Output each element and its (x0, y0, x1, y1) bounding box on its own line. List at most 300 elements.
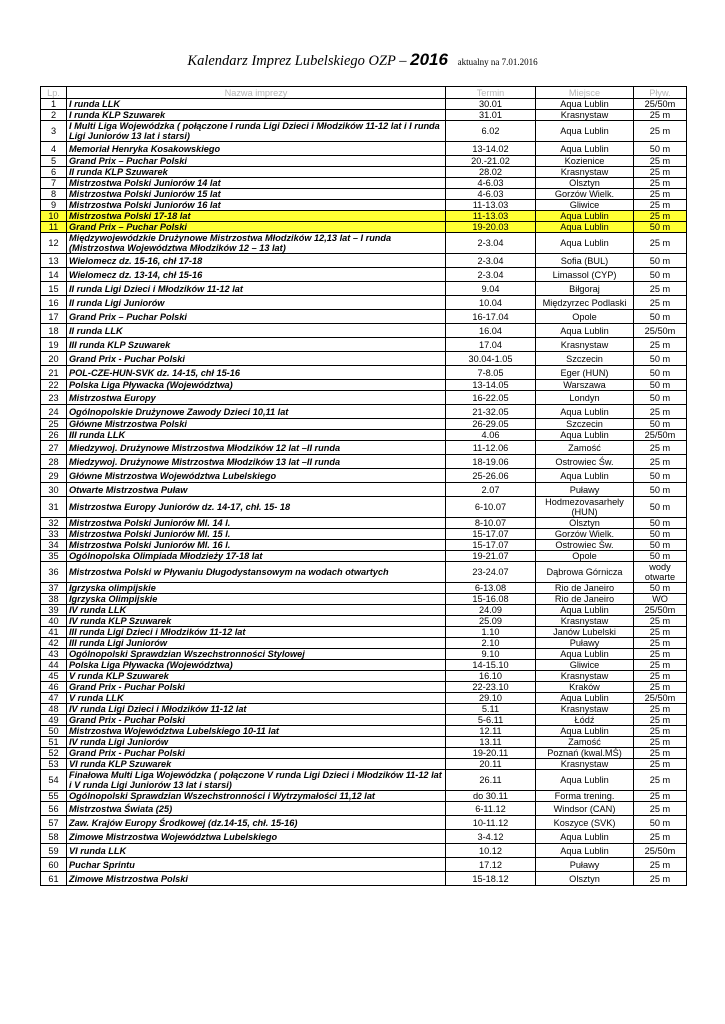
cell-place: Puławy (536, 483, 634, 497)
table-row (41, 483, 687, 497)
cell-pool: 25 m (634, 441, 687, 455)
table-row (41, 605, 687, 616)
cell-term: 9.04 (446, 282, 536, 296)
table-row (41, 802, 687, 816)
cell-term: 19-20.11 (446, 748, 536, 759)
table-row (41, 858, 687, 872)
cell-name: V runda LLK (67, 693, 446, 704)
cell-place: Puławy (536, 638, 634, 649)
table-row (41, 770, 687, 791)
cell-place: Gorzów Wielk. (536, 529, 634, 540)
cell-lp: 14 (41, 268, 67, 282)
events-table (40, 86, 687, 886)
cell-term: 26-29.05 (446, 419, 536, 430)
cell-place: Krasnystaw (536, 704, 634, 715)
cell-pool: 50 m (634, 352, 687, 366)
cell-place: Aqua Lublin (536, 469, 634, 483)
cell-place: Aqua Lublin (536, 605, 634, 616)
cell-term: 23-24.07 (446, 562, 536, 583)
title-year: 2016 (410, 50, 448, 69)
cell-place: Łódź (536, 715, 634, 726)
cell-name: Główne Mistrzostwa Województwa Lubelskiego (67, 469, 446, 483)
cell-pool: 25 m (634, 167, 687, 178)
table-row (41, 310, 687, 324)
cell-place: Sofia (BUL) (536, 254, 634, 268)
title-text: Kalendarz Imprez Lubelskiego OZP – (187, 53, 407, 69)
cell-term: 25-26.06 (446, 469, 536, 483)
cell-term: 15-17.07 (446, 529, 536, 540)
table-row (41, 872, 687, 886)
cell-name: Międzywojewódzkie Drużynowe Mistrzostwa Młodzików 12,13 lat – I runda (Mistrzostwa Województwa Młodzików 12 – 13 lat) (67, 233, 446, 254)
table-row (41, 282, 687, 296)
cell-place: Krasnystaw (536, 338, 634, 352)
table-row (41, 366, 687, 380)
cell-pool: 25 m (634, 455, 687, 469)
cell-pool: 50 m (634, 310, 687, 324)
cell-pool: 25 m (634, 858, 687, 872)
cell-term: 6-13.08 (446, 583, 536, 594)
cell-lp: 46 (41, 682, 67, 693)
cell-lp: 22 (41, 380, 67, 391)
cell-term: 14-15.10 (446, 660, 536, 671)
cell-term: 18-19.06 (446, 455, 536, 469)
cell-lp: 5 (41, 156, 67, 167)
cell-place: Aqua Lublin (536, 99, 634, 110)
cell-pool: 25 m (634, 616, 687, 627)
cell-name: Memoriał Henryka Kosakowskiego (67, 142, 446, 156)
cell-term: 10-11.12 (446, 816, 536, 830)
cell-lp: 41 (41, 627, 67, 638)
cell-term: 13.11 (446, 737, 536, 748)
cell-name: IV runda Ligi Dzieci i Młodzików 11-12 lat (67, 704, 446, 715)
cell-place: Aqua Lublin (536, 430, 634, 441)
cell-term: 11-13.03 (446, 211, 536, 222)
cell-term: 2-3.04 (446, 268, 536, 282)
cell-lp: 13 (41, 254, 67, 268)
cell-term: 4-6.03 (446, 189, 536, 200)
col-header-pool: Pływ. (634, 87, 687, 99)
cell-pool: 50 m (634, 483, 687, 497)
cell-name: Mistrzostwa Polski Juniorów 15 lat (67, 189, 446, 200)
cell-pool: 25 m (634, 704, 687, 715)
cell-name: Zimowe Mistrzostwa Województwa Lubelskiego (67, 830, 446, 844)
cell-pool: 25 m (634, 211, 687, 222)
cell-place: Zamość (536, 441, 634, 455)
cell-pool: 25 m (634, 178, 687, 189)
cell-term: 10.12 (446, 844, 536, 858)
cell-place: Aqua Lublin (536, 770, 634, 791)
cell-term: 19-21.07 (446, 551, 536, 562)
cell-name: Ogólnopolska Olimpiada Młodzieży 17-18 lat (67, 551, 446, 562)
cell-pool: 50 m (634, 551, 687, 562)
cell-lp: 18 (41, 324, 67, 338)
cell-lp: 20 (41, 352, 67, 366)
table-row (41, 540, 687, 551)
table-row (41, 156, 687, 167)
cell-name: V runda KLP Szuwarek (67, 671, 446, 682)
cell-lp: 36 (41, 562, 67, 583)
table-row (41, 551, 687, 562)
cell-place: Limassol (CYP) (536, 268, 634, 282)
table-row (41, 638, 687, 649)
cell-pool: 50 m (634, 268, 687, 282)
cell-pool: 25 m (634, 282, 687, 296)
cell-place: Krasnystaw (536, 110, 634, 121)
table-row (41, 189, 687, 200)
cell-lp: 54 (41, 770, 67, 791)
cell-lp: 31 (41, 497, 67, 518)
table-row (41, 693, 687, 704)
cell-pool: 25 m (634, 638, 687, 649)
cell-name: IV runda KLP Szuwarek (67, 616, 446, 627)
cell-place: Olsztyn (536, 518, 634, 529)
table-row (41, 562, 687, 583)
cell-name: II runda LLK (67, 324, 446, 338)
table-row (41, 211, 687, 222)
cell-name: Grand Prix – Puchar Polski (67, 222, 446, 233)
cell-pool: 25 m (634, 715, 687, 726)
col-header-term: Termin (446, 87, 536, 99)
cell-term: 6-10.07 (446, 497, 536, 518)
cell-name: III runda Ligi Juniorów (67, 638, 446, 649)
table-row (41, 830, 687, 844)
cell-place: Dąbrowa Górnicza (536, 562, 634, 583)
cell-pool: 50 m (634, 419, 687, 430)
cell-name: Grand Prix – Puchar Polski (67, 310, 446, 324)
cell-place: Szczecin (536, 352, 634, 366)
table-row (41, 469, 687, 483)
table-row (41, 99, 687, 110)
cell-place: Kozienice (536, 156, 634, 167)
cell-place: Krasnystaw (536, 167, 634, 178)
cell-term: 22-23.10 (446, 682, 536, 693)
cell-lp: 21 (41, 366, 67, 380)
cell-lp: 49 (41, 715, 67, 726)
cell-lp: 25 (41, 419, 67, 430)
cell-place: Rio de Janeiro (536, 594, 634, 605)
table-row (41, 497, 687, 518)
cell-name: Puchar Sprintu (67, 858, 446, 872)
cell-place: Aqua Lublin (536, 405, 634, 419)
cell-term: 25.09 (446, 616, 536, 627)
cell-lp: 2 (41, 110, 67, 121)
table-row (41, 268, 687, 282)
cell-place: Opole (536, 551, 634, 562)
cell-term: 21-32.05 (446, 405, 536, 419)
cell-term: 9.10 (446, 649, 536, 660)
table-row (41, 518, 687, 529)
cell-pool: wody otwarte (634, 562, 687, 583)
cell-lp: 17 (41, 310, 67, 324)
cell-pool: 50 m (634, 816, 687, 830)
cell-term: 7-8.05 (446, 366, 536, 380)
table-row (41, 142, 687, 156)
cell-lp: 8 (41, 189, 67, 200)
table-row (41, 441, 687, 455)
cell-term: 2.07 (446, 483, 536, 497)
cell-name: Zimowe Mistrzostwa Polski (67, 872, 446, 886)
cell-name: I Multi Liga Wojewódzka ( połączone I runda Ligi Dzieci i Młodzików 11-12 lat i I runda Ligi Juniorów 13 lat i starsi) (67, 121, 446, 142)
cell-name: Zaw. Krajów Europy Środkowej (dz.14-15, chł. 15-16) (67, 816, 446, 830)
cell-place: Aqua Lublin (536, 844, 634, 858)
cell-name: Ogólnopolski Sprawdzian Wszechstronności Stylowej (67, 649, 446, 660)
cell-term: 11-13.03 (446, 200, 536, 211)
table-row (41, 737, 687, 748)
cell-name: Mistrzostwa Polski Juniorów Ml. 16 l. (67, 540, 446, 551)
cell-name: Polska Liga Pływacka (Województwa) (67, 660, 446, 671)
cell-place: Aqua Lublin (536, 693, 634, 704)
cell-place: Koszyce (SVK) (536, 816, 634, 830)
cell-lp: 48 (41, 704, 67, 715)
cell-lp: 58 (41, 830, 67, 844)
cell-name: Grand Prix - Puchar Polski (67, 682, 446, 693)
cell-pool: 25/50m (634, 605, 687, 616)
cell-term: 2.10 (446, 638, 536, 649)
table-row (41, 627, 687, 638)
cell-name: Mistrzostwa Polski 17-18 lat (67, 211, 446, 222)
cell-place: Aqua Lublin (536, 142, 634, 156)
cell-lp: 35 (41, 551, 67, 562)
cell-term: 31.01 (446, 110, 536, 121)
cell-place: Zamość (536, 737, 634, 748)
cell-pool: 25 m (634, 759, 687, 770)
cell-pool: 50 m (634, 529, 687, 540)
table-row (41, 296, 687, 310)
cell-lp: 6 (41, 167, 67, 178)
table-row (41, 233, 687, 254)
cell-place: Aqua Lublin (536, 726, 634, 737)
table-row (41, 671, 687, 682)
cell-term: 15-17.07 (446, 540, 536, 551)
cell-term: 17.12 (446, 858, 536, 872)
cell-place: Aqua Lublin (536, 233, 634, 254)
cell-lp: 34 (41, 540, 67, 551)
cell-name: III runda LLK (67, 430, 446, 441)
cell-name: Grand Prix – Puchar Polski (67, 156, 446, 167)
cell-term: 13-14.05 (446, 380, 536, 391)
cell-place: Opole (536, 310, 634, 324)
cell-name: Grand Prix - Puchar Polski (67, 352, 446, 366)
cell-place: Warszawa (536, 380, 634, 391)
cell-place: Krasnystaw (536, 671, 634, 682)
cell-lp: 27 (41, 441, 67, 455)
cell-name: II runda Ligi Dzieci i Młodzików 11-12 lat (67, 282, 446, 296)
cell-lp: 61 (41, 872, 67, 886)
cell-pool: 25 m (634, 405, 687, 419)
cell-pool: 25 m (634, 649, 687, 660)
cell-place: Aqua Lublin (536, 649, 634, 660)
cell-name: Miedzywoj. Drużynowe Mistrzostwa Młodzików 13 lat –II runda (67, 455, 446, 469)
cell-pool: 50 m (634, 222, 687, 233)
cell-lp: 56 (41, 802, 67, 816)
cell-place: Windsor (CAN) (536, 802, 634, 816)
table-row (41, 455, 687, 469)
cell-name: II runda KLP Szuwarek (67, 167, 446, 178)
cell-term: 29.10 (446, 693, 536, 704)
table-row (41, 726, 687, 737)
cell-pool: 25 m (634, 726, 687, 737)
cell-lp: 30 (41, 483, 67, 497)
cell-pool: 25 m (634, 748, 687, 759)
cell-pool: 25 m (634, 830, 687, 844)
updated-note: aktualny na 7.01.2016 (457, 57, 538, 67)
table-row (41, 405, 687, 419)
cell-pool: 25 m (634, 660, 687, 671)
cell-lp: 52 (41, 748, 67, 759)
cell-pool: 25 m (634, 121, 687, 142)
cell-pool: 25 m (634, 872, 687, 886)
page-title (0, 50, 725, 70)
cell-name: Mistrzostwa Polski Juniorów 16 lat (67, 200, 446, 211)
cell-lp: 1 (41, 99, 67, 110)
cell-pool: 25 m (634, 189, 687, 200)
cell-place: Aqua Lublin (536, 324, 634, 338)
cell-name: Mistrzostwa Polski Juniorów 14 lat (67, 178, 446, 189)
cell-lp: 33 (41, 529, 67, 540)
table-row (41, 704, 687, 715)
cell-name: Mistrzostwa Europy Juniorów dz. 14-17, chł. 15- 18 (67, 497, 446, 518)
cell-lp: 53 (41, 759, 67, 770)
table-row (41, 167, 687, 178)
cell-lp: 3 (41, 121, 67, 142)
cell-term: 15-16.08 (446, 594, 536, 605)
cell-pool: 50 m (634, 142, 687, 156)
cell-lp: 16 (41, 296, 67, 310)
table-row (41, 791, 687, 802)
cell-term: 24.09 (446, 605, 536, 616)
cell-place: Gorzów Wielk. (536, 189, 634, 200)
cell-lp: 43 (41, 649, 67, 660)
cell-lp: 38 (41, 594, 67, 605)
cell-place: Poznań (kwal.MŚ) (536, 748, 634, 759)
cell-term: 6-11.12 (446, 802, 536, 816)
table-row (41, 352, 687, 366)
cell-term: 5.11 (446, 704, 536, 715)
table-row (41, 110, 687, 121)
cell-lp: 55 (41, 791, 67, 802)
cell-lp: 29 (41, 469, 67, 483)
cell-lp: 4 (41, 142, 67, 156)
cell-pool: 25/50m (634, 99, 687, 110)
cell-lp: 45 (41, 671, 67, 682)
cell-term: 2-3.04 (446, 254, 536, 268)
cell-term: 26.11 (446, 770, 536, 791)
cell-name: Główne Mistrzostwa Polski (67, 419, 446, 430)
cell-pool: 50 m (634, 391, 687, 405)
cell-place: Aqua Lublin (536, 211, 634, 222)
cell-term: 12.11 (446, 726, 536, 737)
table-row (41, 430, 687, 441)
cell-place: Eger (HUN) (536, 366, 634, 380)
table-row (41, 682, 687, 693)
cell-name: Igrzyska Olimpijskie (67, 594, 446, 605)
cell-name: Wielomecz dz. 15-16, chł 17-18 (67, 254, 446, 268)
cell-name: Ogólnopolski Sprawdzian Wszechstronności i Wytrzymałości 11,12 lat (67, 791, 446, 802)
table-row (41, 583, 687, 594)
cell-place: Szczecin (536, 419, 634, 430)
cell-term: 10.04 (446, 296, 536, 310)
cell-pool: 50 m (634, 497, 687, 518)
table-row (41, 844, 687, 858)
cell-term: 1.10 (446, 627, 536, 638)
cell-term: 8-10.07 (446, 518, 536, 529)
cell-lp: 40 (41, 616, 67, 627)
cell-lp: 10 (41, 211, 67, 222)
cell-place: Ostrowiec Św. (536, 455, 634, 469)
table-row (41, 121, 687, 142)
cell-name: I runda LLK (67, 99, 446, 110)
table-row (41, 759, 687, 770)
cell-pool: 25 m (634, 296, 687, 310)
cell-pool: 50 m (634, 469, 687, 483)
cell-pool: 25 m (634, 200, 687, 211)
cell-name: IV runda Ligi Juniorów (67, 737, 446, 748)
cell-name: III runda Ligi Dzieci i Młodzików 11-12 lat (67, 627, 446, 638)
col-header-name: Nazwa imprezy (67, 87, 446, 99)
cell-pool: 50 m (634, 380, 687, 391)
cell-place: Londyn (536, 391, 634, 405)
cell-place: Aqua Lublin (536, 830, 634, 844)
cell-term: 15-18.12 (446, 872, 536, 886)
table-row (41, 594, 687, 605)
cell-name: POL-CZE-HUN-SVK dz. 14-15, chł 15-16 (67, 366, 446, 380)
cell-term: 4.06 (446, 430, 536, 441)
cell-lp: 9 (41, 200, 67, 211)
cell-pool: 50 m (634, 254, 687, 268)
table-row (41, 391, 687, 405)
cell-term: do 30.11 (446, 791, 536, 802)
cell-place: Forma trening. (536, 791, 634, 802)
cell-pool: 25 m (634, 110, 687, 121)
header-row (41, 87, 687, 99)
cell-term: 16.10 (446, 671, 536, 682)
cell-lp: 24 (41, 405, 67, 419)
cell-name: Mistrzostwa Polski Juniorów Ml. 14 l. (67, 518, 446, 529)
cell-lp: 51 (41, 737, 67, 748)
cell-name: Mistrzostwa Świata (25) (67, 802, 446, 816)
cell-term: 16-17.04 (446, 310, 536, 324)
cell-name: I runda KLP Szuwarek (67, 110, 446, 121)
cell-term: 5-6.11 (446, 715, 536, 726)
cell-term: 20.-21.02 (446, 156, 536, 167)
cell-pool: 25/50m (634, 693, 687, 704)
cell-name: Grand Prix - Puchar Polski (67, 715, 446, 726)
table-row (41, 649, 687, 660)
col-header-place: Miejsce (536, 87, 634, 99)
cell-name: Mistrzostwa Polski w Pływaniu Długodystansowym na wodach otwartych (67, 562, 446, 583)
cell-lp: 44 (41, 660, 67, 671)
table-row (41, 338, 687, 352)
table-row (41, 324, 687, 338)
cell-place: Ostrowiec Św. (536, 540, 634, 551)
cell-lp: 37 (41, 583, 67, 594)
cell-pool: WO (634, 594, 687, 605)
cell-term: 3-4.12 (446, 830, 536, 844)
cell-place: Gliwice (536, 200, 634, 211)
cell-term: 17.04 (446, 338, 536, 352)
cell-lp: 59 (41, 844, 67, 858)
cell-term: 30.04-1.05 (446, 352, 536, 366)
cell-place: Aqua Lublin (536, 121, 634, 142)
cell-term: 20.11 (446, 759, 536, 770)
cell-term: 16-22.05 (446, 391, 536, 405)
table-row (41, 715, 687, 726)
cell-pool: 25/50m (634, 324, 687, 338)
cell-pool: 25 m (634, 791, 687, 802)
cell-place: Gliwice (536, 660, 634, 671)
cell-lp: 50 (41, 726, 67, 737)
cell-name: III runda KLP Szuwarek (67, 338, 446, 352)
